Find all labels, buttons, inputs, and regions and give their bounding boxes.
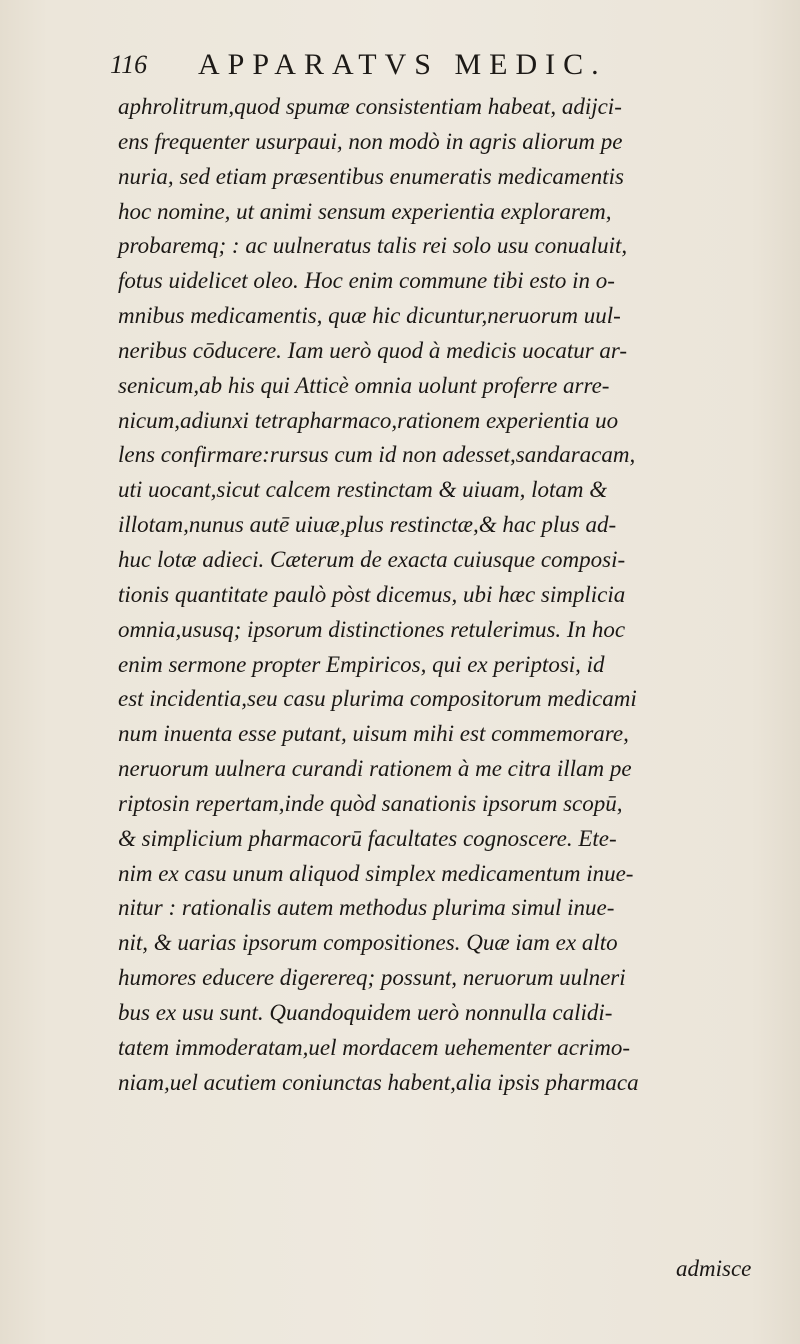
text-line: nit, & uarias ipsorum compositiones. Quæ iam ex alto — [118, 930, 618, 956]
text-line: neruorum uulnera curandi rationem à me citra illam pe — [118, 756, 632, 782]
text-line: nuria, sed etiam præsentibus enumeratis medicamentis — [118, 163, 624, 189]
text-line: & simplicium pharmacorū facultates cognoscere. Ete- — [118, 825, 617, 851]
body-text — [118, 90, 758, 1100]
running-head: APPARATVS MEDIC. — [198, 48, 607, 81]
text-line: aphrolitrum,quod spumæ consistentiam habeat, adijci- — [118, 94, 622, 119]
text-line: illotam,nunus autē uiuæ,plus restinctæ,& hac plus ad- — [118, 512, 617, 538]
text-line: senicum,ab his qui Atticè omnia uolunt proferre arre- — [118, 372, 610, 398]
text-line: est incidentia,seu casu plurima compositorum medicami — [118, 686, 637, 712]
text-line: probaremq; : ac uulneratus talis rei solo usu conualuit, — [118, 233, 628, 259]
text-line: lens confirmare:rursus cum id non adesset,sandaracam, — [118, 442, 636, 468]
text-line: enim sermone propter Empiricos, qui ex periptosi, id — [118, 651, 605, 677]
page-header — [110, 44, 710, 84]
text-line: uti uocant,sicut calcem restinctam & uiuam, lotam & — [118, 477, 608, 503]
text-line: humores educere digerereq; possunt, neruorum uulneri — [118, 965, 626, 991]
text-line: num inuenta esse putant, uisum mihi est commemorare, — [118, 721, 629, 747]
text-line: nitur : rationalis autem methodus plurima simul inue- — [118, 895, 615, 921]
text-line: hoc nomine, ut animi sensum experientia explorarem, — [118, 198, 612, 224]
text-line: tionis quantitate paulò pòst dicemus, ubi hæc simplicia — [118, 581, 626, 607]
text-line: nicum,adiunxi tetrapharmaco,rationem experientia uo — [118, 407, 619, 433]
catchword: admisce — [676, 1256, 752, 1281]
text-line: riptosin repertam,inde quòd sanationis ipsorum scopū, — [118, 790, 623, 816]
text-line: nim ex casu unum aliquod simplex medicamentum inue- — [118, 860, 634, 886]
text-line: mnibus medicamentis, quæ hic dicuntur,neruorum uul- — [118, 303, 621, 329]
text-line: neribus cōducere. Iam uerò quod à medicis uocatur ar- — [118, 337, 628, 363]
text-line: tatem immoderatam,uel mordacem uehementer acrimo- — [118, 1034, 631, 1060]
text-line: ens frequenter usurpaui, non modò in agris aliorum pe — [118, 128, 623, 154]
text-line: bus ex usu sunt. Quandoquidem uerò nonnulla calidi- — [118, 999, 613, 1025]
text-line: omnia,ususq; ipsorum distinctiones retulerimus. In hoc — [118, 616, 626, 642]
text-line: fotus uidelicet oleo. Hoc enim commune tibi esto in o- — [118, 268, 615, 294]
text-line: niam,uel acutiem coniunctas habent,alia ipsis pharmaca — [118, 1069, 639, 1095]
text-line: huc lotæ adieci. Cæterum de exacta cuiusque composi- — [118, 546, 626, 572]
page-number: 116 — [110, 50, 148, 79]
